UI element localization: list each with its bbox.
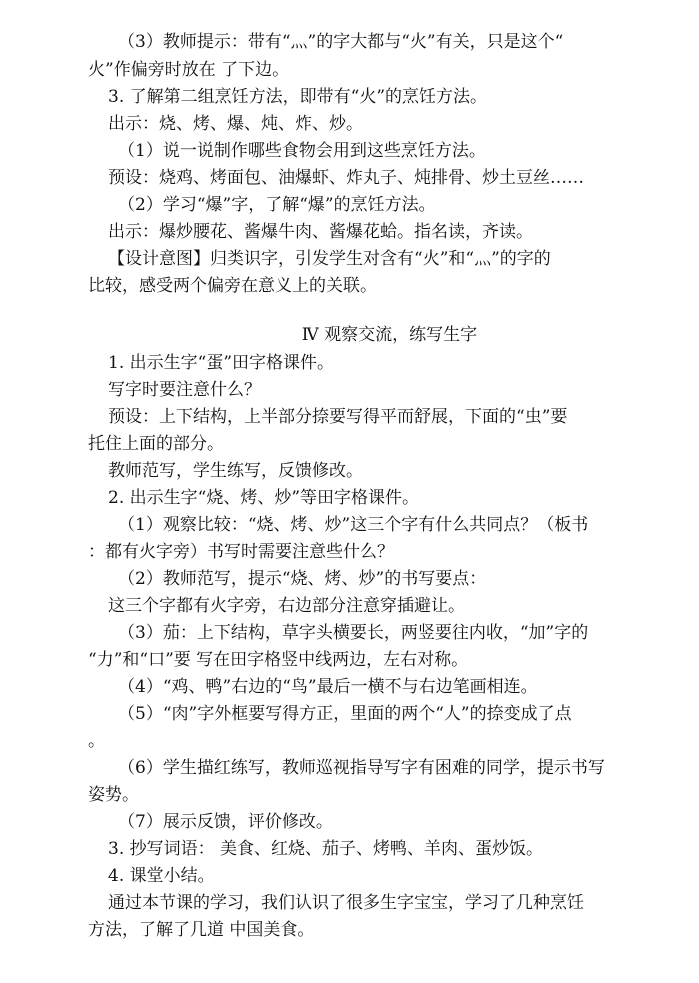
text-line: 出示：烧、烤、爆、炖、炸、炒。 xyxy=(108,114,363,134)
text-line: 预设：上下结构，上半部分捺要写得平而舒展，下面的“虫”要 xyxy=(108,407,568,427)
text-line: 1. 出示生字“蛋”田字格课件。 xyxy=(108,353,335,373)
text-line: （4）“鸡、鸭”右边的“鸟”最后一横不与右边笔画相连。 xyxy=(118,677,538,697)
text-line: 出示：爆炒腰花、酱爆牛肉、酱爆花蛤。指名读，齐读。 xyxy=(108,222,533,242)
text-line: 方法，了解了几道 中国美食。 xyxy=(88,920,315,940)
text-line: 3. 抄写词语： 美食、红烧、茄子、烤鸭、羊肉、蛋炒饭。 xyxy=(108,839,544,859)
text-line: “力”和“口”要 写在田字格竖中线两边，左右对称。 xyxy=(88,650,469,670)
text-line: 比较，感受两个偏旁在意义上的关联。 xyxy=(88,276,377,296)
text-line: 。 xyxy=(88,731,105,751)
text-line: 火”作偏旁时放在 了下边。 xyxy=(88,60,290,80)
text-line: （2）学习“爆”字，了解“爆”的烹饪方法。 xyxy=(118,195,436,215)
text-line: 【设计意图】归类识字，引发学生对含有“火”和“灬”的字的 xyxy=(108,249,551,269)
text-line: （5）“肉”字外框要写得方正，里面的两个“人”的捺变成了点 xyxy=(118,704,572,724)
text-line: （1）说一说制作哪些食物会用到这些烹饪方法。 xyxy=(118,141,486,161)
text-line: 托住上面的部分。 xyxy=(88,434,224,454)
section-heading: Ⅳ 观察交流，练写生字 xyxy=(301,325,478,345)
text-line: 姿势。 xyxy=(88,785,139,805)
text-line: （2）教师范写，提示“烧、烤、炒”的书写要点： xyxy=(118,569,487,589)
text-line: （3）教师提示：带有“灬”的字大都与“火”有关，只是这个“ xyxy=(118,32,564,52)
text-line: （1）观察比较：“烧、烤、炒”这三个字有什么共同点？（板书 xyxy=(118,515,589,535)
text-line: 3. 了解第二组烹饪方法，即带有“火”的烹饪方法。 xyxy=(108,87,488,107)
text-line: 2. 出示生字“烧、烤、炒”等田字格课件。 xyxy=(108,488,420,508)
text-line: 写字时要注意什么？ xyxy=(108,380,261,400)
text-line: （7）展示反馈，评价修改。 xyxy=(118,812,333,832)
text-line: （6）学生描红练写，教师巡视指导写字有困难的同学，提示书写 xyxy=(118,758,605,778)
text-line: 4. 课堂小结。 xyxy=(108,866,215,886)
text-line: 通过本节课的学习，我们认识了很多生字宝宝，学习了几种烹饪 xyxy=(108,893,584,913)
text-line: 教师范写，学生练写，反馈修改。 xyxy=(108,461,363,481)
text-line: 这三个字都有火字旁，右边部分注意穿插避让。 xyxy=(108,596,465,616)
text-line: ：都有火字旁）书写时需要注意些什么？ xyxy=(88,542,394,562)
text-line: 预设：烧鸡、烤面包、油爆虾、炸丸子、炖排骨、炒土豆丝…… xyxy=(108,168,584,188)
text-line: （3）茄：上下结构，草字头横要长，两竖要往内收，“加”字的 xyxy=(118,623,589,643)
